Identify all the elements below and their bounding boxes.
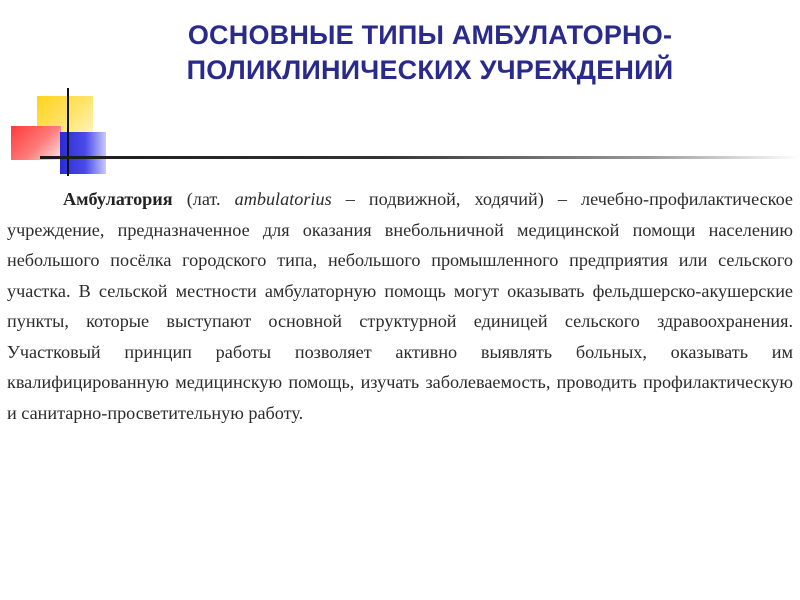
horizontal-rule (40, 156, 800, 159)
blue-square (60, 132, 106, 174)
title-line-1: ОСНОВНЫЕ ТИПЫ АМБУЛАТОРНО- (187, 20, 673, 50)
paragraph-body: – подвижной, ходячий) – лечебно-профилактическое учреждение, предназначенное для оказания внебольничной медицинской помощи населению небольшого посёлка городского типа, небольшого промышленного предприятия или сельского участка. В сельской местности амбулаторную помощь могут оказывать фельдшерско-акушерские пункты, которые выступают основной структурной единицей сельского здравоохранения. Участковый принцип работы позволяет активно выявлять больных, оказывать им квалифицированную медицинскую помощь, изучать заболеваемость, проводить профилактическую и санитарно-просветительную работу. (7, 189, 793, 423)
red-square (11, 126, 61, 160)
latin-word: ambulatorius (234, 189, 332, 209)
vertical-rule (67, 88, 69, 176)
latin-prefix: (лат. (172, 189, 235, 209)
yellow-square (37, 96, 93, 138)
definition-paragraph (7, 184, 793, 428)
title-line-2: ПОЛИКЛИНИЧЕСКИХ УЧРЕЖДЕНИЙ (186, 55, 674, 85)
term: Амбулатория (63, 189, 173, 209)
slide-title (60, 18, 800, 88)
